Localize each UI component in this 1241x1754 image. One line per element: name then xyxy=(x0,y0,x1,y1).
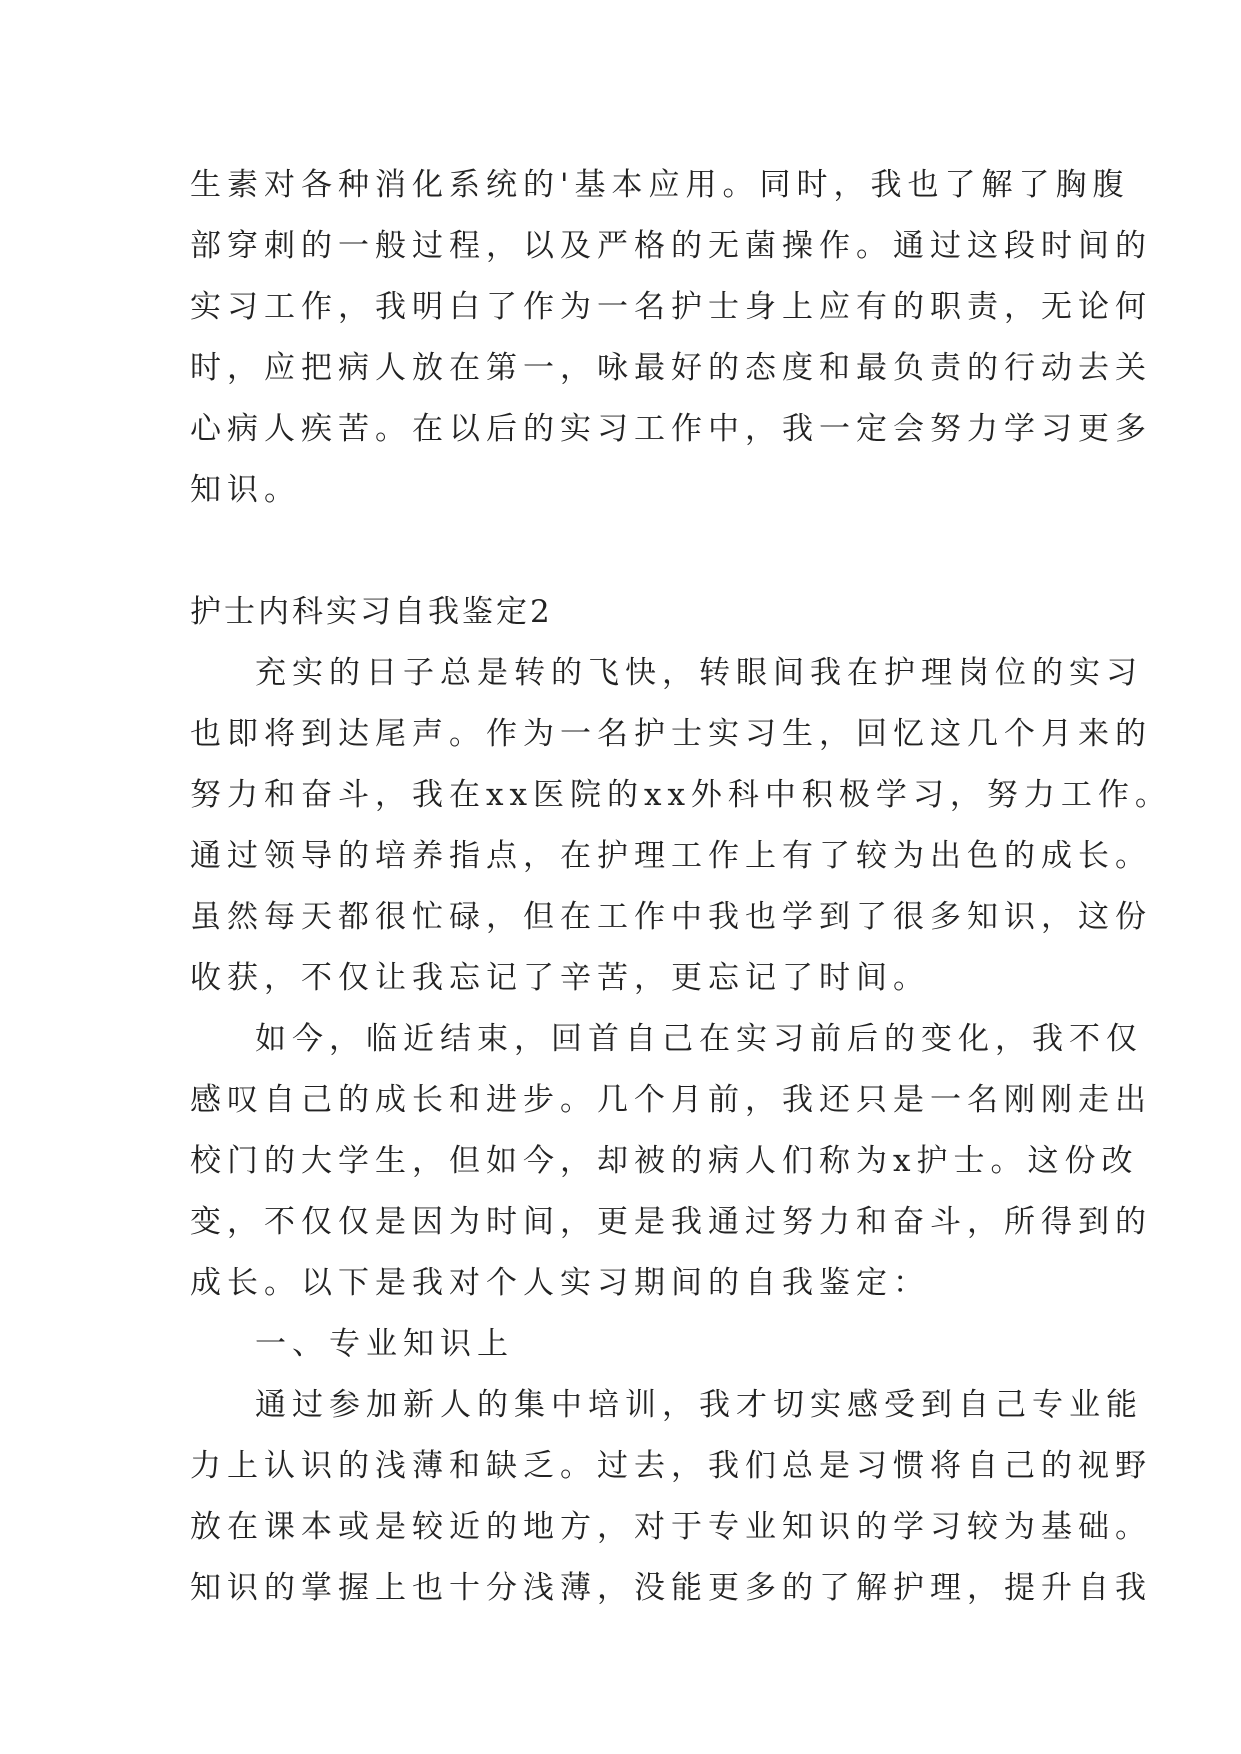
text-line: 变，不仅仅是因为时间，更是我通过努力和奋斗，所得到的 xyxy=(190,1204,1152,1240)
text-line: 努力和奋斗，我在xx医院的xx外科中积极学习，努力工作。 xyxy=(190,777,1172,813)
text-line: 通过参加新人的集中培训，我才切实感受到自己专业能 xyxy=(255,1387,1143,1423)
text-line: 力上认识的浅薄和缺乏。过去，我们总是习惯将自己的视野 xyxy=(190,1448,1152,1484)
text-line: 也即将到达尾声。作为一名护士实习生，回忆这几个月来的 xyxy=(190,716,1152,752)
paragraph-3 xyxy=(190,1009,1152,1314)
text-line: 时，应把病人放在第一，咏最好的态度和最负责的行动去关 xyxy=(190,350,1152,386)
text-line: 虽然每天都很忙碌，但在工作中我也学到了很多知识，这份 xyxy=(190,899,1152,935)
text-line: 生素对各种消化系统的'基本应用。同时，我也了解了胸腹 xyxy=(190,167,1130,203)
text-line: 成长。以下是我对个人实习期间的自我鉴定： xyxy=(190,1265,930,1301)
subheading: 一、专业知识上 xyxy=(255,1326,514,1362)
text-line: 感叹自己的成长和进步。几个月前，我还只是一名刚刚走出 xyxy=(190,1082,1152,1118)
text-line: 心病人疾苦。在以后的实习工作中，我一定会努力学习更多 xyxy=(190,411,1152,447)
document-body xyxy=(190,155,1172,1619)
blank-line xyxy=(190,521,1060,582)
text-line: 部穿刺的一般过程，以及严格的无菌操作。通过这段时间的 xyxy=(190,228,1152,264)
text-line: 收获，不仅让我忘记了辛苦，更忘记了时间。 xyxy=(190,960,930,996)
text-line: 充实的日子总是转的飞快，转眼间我在护理岗位的实习 xyxy=(255,655,1143,691)
paragraph-2 xyxy=(190,643,1172,1009)
section-title: 护士内科实习自我鉴定2 xyxy=(190,594,553,630)
paragraph-4 xyxy=(190,1375,1152,1619)
paragraph-1 xyxy=(190,155,1152,521)
text-line: 通过领导的培养指点，在护理工作上有了较为出色的成长。 xyxy=(190,838,1152,874)
text-line: 知识。 xyxy=(190,472,301,508)
text-line: 校门的大学生，但如今，却被的病人们称为x护士。这份改 xyxy=(190,1143,1139,1179)
text-line: 实习工作，我明白了作为一名护士身上应有的职责，无论何 xyxy=(190,289,1152,325)
text-line: 知识的掌握上也十分浅薄，没能更多的了解护理，提升自我 xyxy=(190,1570,1152,1606)
text-line: 放在课本或是较近的地方，对于专业知识的学习较为基础。 xyxy=(190,1509,1152,1545)
text-line: 如今，临近结束，回首自己在实习前后的变化，我不仅 xyxy=(255,1021,1143,1057)
